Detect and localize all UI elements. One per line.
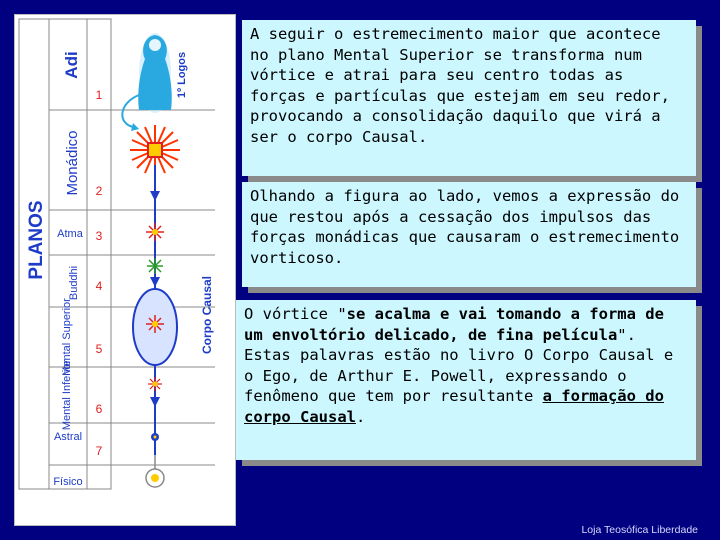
mental-inferior-star-icon bbox=[148, 377, 162, 391]
causal-label: Corpo Causal bbox=[200, 275, 214, 355]
planes-diagram bbox=[14, 14, 236, 526]
box3-prefix: O vórtice " bbox=[244, 305, 347, 323]
planes-diagram-svg bbox=[15, 15, 235, 525]
plane-number-5: 5 bbox=[95, 342, 103, 356]
box3-suffix: . bbox=[355, 407, 366, 426]
footer-credit: Loja Teosófica Liberdade bbox=[581, 524, 698, 536]
planos-label: PLANOS bbox=[26, 200, 47, 280]
plane-number-2: 2 bbox=[95, 184, 103, 198]
plane-name-mental-inferior: Mental Inferior bbox=[61, 359, 73, 431]
box3-paragraph bbox=[244, 304, 688, 427]
plane-number-3: 3 bbox=[95, 229, 103, 243]
plane-name-astral: Astral bbox=[53, 431, 83, 443]
box3-underlined: a formação do corpo Causal bbox=[244, 387, 664, 426]
plane-number-7: 7 bbox=[95, 444, 103, 458]
plane-name-monadico: Monádico bbox=[64, 130, 81, 196]
text-box-causal bbox=[236, 300, 696, 460]
text-box-figure bbox=[242, 182, 696, 287]
arrow-down-icon bbox=[150, 277, 160, 287]
plane-name-mental-superior: Mental Superior bbox=[61, 298, 73, 376]
box2-text: Olhando a figura ao lado, vemos a expressão do que restou após a cessação dos impulsos das forças monádicas que causaram o estremecimento vorticoso. bbox=[250, 187, 680, 267]
plane-number-4: 4 bbox=[95, 279, 103, 293]
logos-label: 1º Logos bbox=[176, 51, 188, 99]
atma-star-icon bbox=[146, 223, 164, 241]
plane-name-adi: Adi bbox=[62, 51, 81, 79]
plane-number-6: 6 bbox=[95, 402, 103, 416]
plane-name-buddhi: Buddhi bbox=[68, 265, 80, 301]
logos-figure bbox=[138, 33, 172, 113]
plane-name-fisico: Físico bbox=[53, 476, 83, 488]
logos-arrow-head bbox=[131, 123, 139, 131]
logos-arrow bbox=[122, 95, 139, 127]
buddhi-star-icon bbox=[147, 258, 163, 274]
text-box-vortex bbox=[242, 20, 696, 176]
box1-text: A seguir o estremecimento maior que acontece no plano Mental Superior se transforma num vórtice e atrai para seu centro todas as forças e partículas que estejam em seu redor, provocando a consolidação daquilo que virá a ser o corpo Causal. bbox=[250, 25, 670, 146]
box3-middle: ". Estas palavras estão no livro O Corpo Causal e o Ego, de Arthur E. Powell, expressando o fenômeno que tem por resultante bbox=[244, 325, 674, 405]
plane-number-1: 1 bbox=[95, 88, 103, 102]
box3-bold-quote: se acalma e vai tomando a forma de um envoltório delicado, de fina película bbox=[244, 305, 664, 344]
arrow-down-icon bbox=[150, 191, 160, 201]
arrow-down-icon bbox=[150, 397, 160, 407]
plane-name-atma: Atma bbox=[57, 228, 83, 240]
